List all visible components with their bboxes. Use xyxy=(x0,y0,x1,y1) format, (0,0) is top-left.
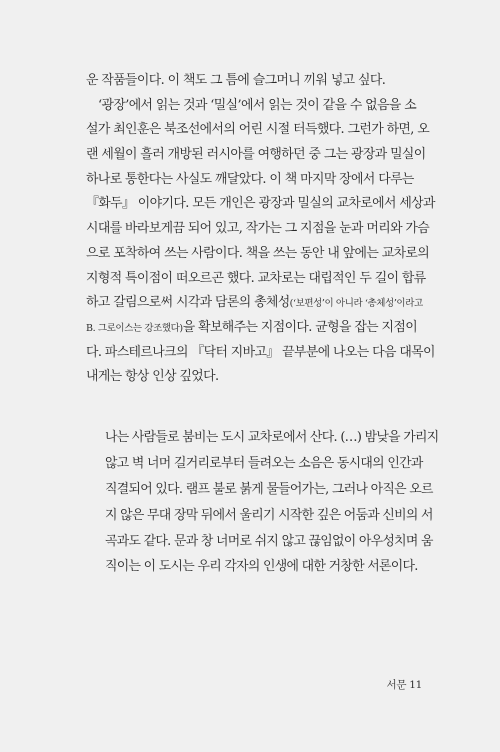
text-line xyxy=(86,291,422,316)
page-number: 11 xyxy=(409,679,422,691)
text-line: 지형적 특이점이 떠오르곤 했다. 교차로는 대립적인 두 길이 합류 xyxy=(86,270,426,286)
text-line: 『화두』 이야기다. 모든 개인은 광장과 밀실의 교차로에서 세상과 xyxy=(86,196,435,212)
text-line: 다. 파스테르나크의 『닥터 지바고』 끝부분에 나오는 다음 대목이 xyxy=(86,344,435,360)
text-line: 으로 포착하여 쓰는 사람이다. 책을 쓰는 동안 내 앞에는 교차로의 xyxy=(86,245,430,261)
text-line: 설가 최인훈은 북조선에서의 어린 시절 터득했다. 그런가 하면, 오 xyxy=(86,122,430,138)
text-line: ‘광장’에서 읽는 것과 ‘밀실’에서 읽는 것이 같을 수 없음을 소 xyxy=(98,97,417,113)
quote-line: 않고 벽 너머 길거리로부터 들려오는 소음은 동시대의 인간과 xyxy=(105,455,423,471)
text-line: 랜 세월이 흘러 개방된 러시아를 여행하던 중 그는 광장과 밀실이 xyxy=(86,147,426,163)
block-quote xyxy=(86,426,439,581)
page-folio xyxy=(387,677,423,692)
text-line: 운 작품들이다. 이 책도 그 틈에 슬그머니 끼워 넣고 싶다. xyxy=(86,73,386,88)
inline-note-continued: B. 그로이스는 강조했다) xyxy=(86,322,183,334)
text-line xyxy=(86,316,422,341)
section-name: 서문 xyxy=(386,679,407,691)
text-line: 시대를 바라보게끔 되어 있고, 작가는 그 지점을 눈과 머리와 가슴 xyxy=(86,221,430,237)
inline-note: (‘보편성’이 아니라 ‘총체성’이라고 xyxy=(289,298,423,310)
quote-line: 직이는 이 도시는 우리 각자의 인생에 대한 거창한 서론이다. xyxy=(105,559,418,575)
quote-line: 지 않은 무대 장막 뒤에서 울리기 시작한 깊은 어둠과 신비의 서 xyxy=(105,507,433,523)
text-line-rest: 을 확보해주는 지점이다. 균형을 잡는 지점이 xyxy=(182,319,418,335)
text-line-main: 하고 갈림으로써 시각과 담론의 총체성 xyxy=(86,295,290,311)
quote-line: 직결되어 있다. 램프 불로 붉게 물들어가는, 그러나 아직은 오르 xyxy=(105,481,433,497)
text-line: 하나로 통한다는 사실도 깨달았다. 이 책 마지막 장에서 다루는 xyxy=(86,171,414,187)
quote-line: 곡과도 같다. 문과 창 너머로 쉬지 않고 끊임없이 아우성치며 움 xyxy=(105,533,433,549)
quote-line: 나는 사람들로 붐비는 도시 교차로에서 산다. (…) 밤낮을 가리지 xyxy=(105,429,439,445)
main-text xyxy=(86,69,435,390)
text-line: 내게는 항상 인상 깊었다. xyxy=(86,369,219,385)
